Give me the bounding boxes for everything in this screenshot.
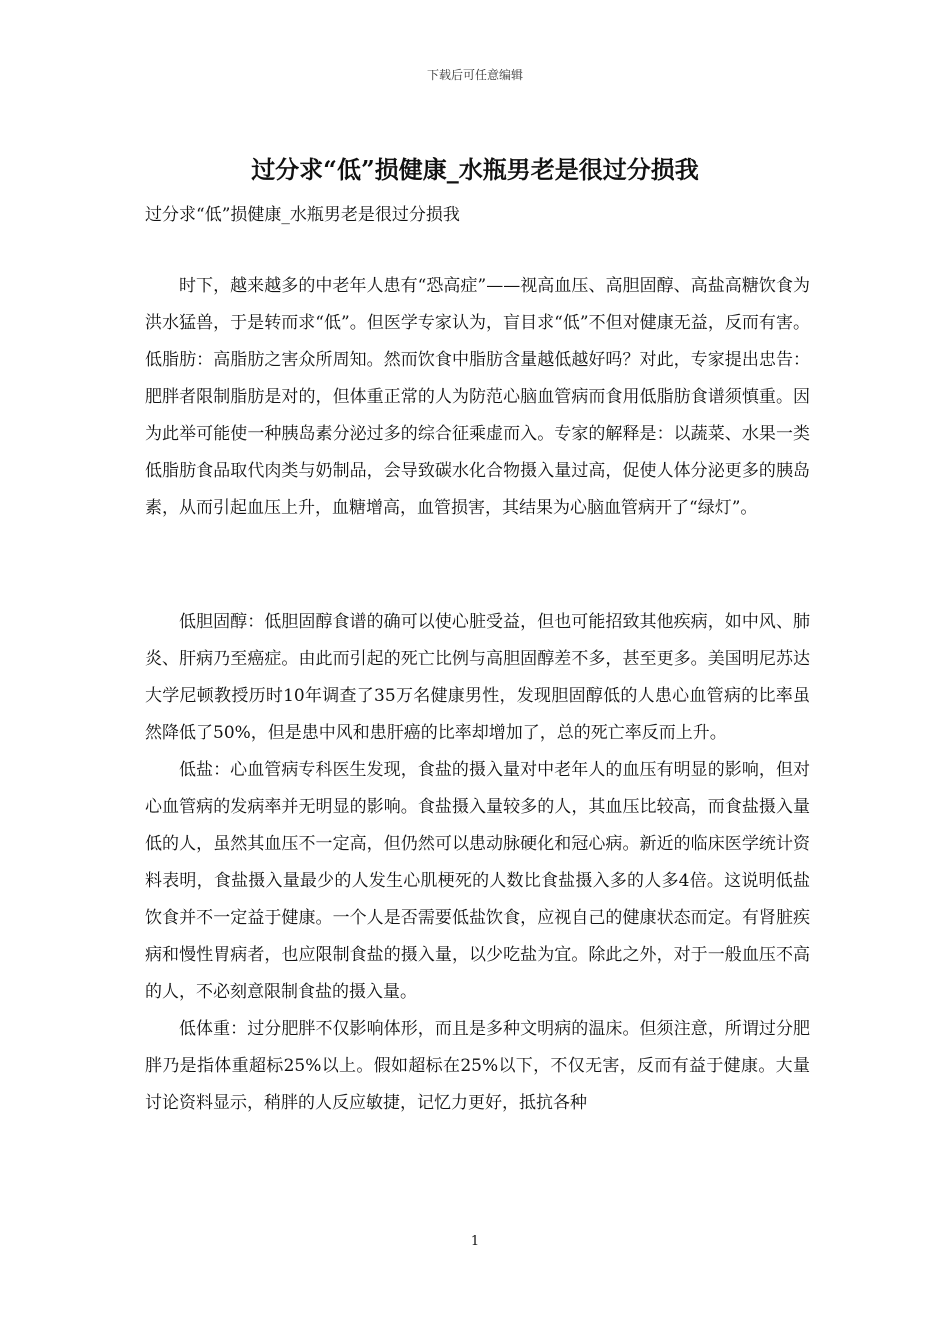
paragraph-low-cholesterol: 低胆固醇：低胆固醇食谱的确可以使心脏受益，但也可能招致其他疾病，如中风、肺炎、肝病乃至癌症。由此而引起的死亡比例与高胆固醇差不多，甚至更多。美国明尼苏达大学尼顿教授历时10年调查了35万名健康男性，发现胆固醇低的人患心血管病的比率虽然降低了50%，但是患中风和患肝癌的比率却增加了，总的死亡率反而上升。 [145,612,810,743]
paragraph-low-salt: 低盐：心血管病专科医生发现，食盐的摄入量对中老年人的血压有明显的影响，但对心血管病的发病率并无明显的影响。食盐摄入量较多的人，其血压比较高，而食盐摄入量低的人，虽然其血压不一定高，但仍然可以患动脉硬化和冠心病。新近的临床医学统计资料表明，食盐摄入量最少的人发生心肌梗死的人数比食盐摄入多的人多4倍。这说明低盐饮食并不一定益于健康。一个人是否需要低盐饮食，应视自己的健康状态而定。有肾脏疾病和慢性胃病者，也应限制食盐的摄入量，以少吃盐为宜。除此之外，对于一般血压不高的人，不必刻意限制食盐的摄入量。 [145,760,810,1002]
body-block-2 [145,604,810,1122]
page-number: 1 [470,1234,480,1249]
document-title: 过分求“低”损健康_水瓶男老是很过分损我 [251,155,699,184]
header-note: 下载后可任意编辑 [426,68,523,82]
body-block-1 [145,268,810,527]
paragraph-low-fat: 时下，越来越多的中老年人患有“恐高症”——视高血压、高胆固醇、高盐高糖饮食为洪水猛兽，于是转而求“低”。但医学专家认为，盲目求“低”不但对健康无益，反而有害。 低脂肪：高脂肪之害众所周知。然而饮食中脂肪含量越低越好吗？对此，专家提出忠告：肥胖者限制脂肪是对的，但体重正常的人为防范心脑血管病而食用低脂肪食谱须慎重。因为此举可能使一种胰岛素分泌过多的综合征乘虚而入。专家的解释是：以蔬菜、水果一类低脂肪食品取代肉类与奶制品，会导致碳水化合物摄入量过高，促使人体分泌更多的胰岛素，从而引起血压上升，血糖增高，血管损害，其结果为心脑血管病开了“绿灯”。 [145,276,810,518]
paragraph-low-weight: 低体重：过分肥胖不仅影响体形，而且是多种文明病的温床。但须注意，所谓过分肥胖乃是指体重超标25%以上。假如超标在25%以下，不仅无害，反而有益于健康。大量讨论资料显示，稍胖的人反应敏捷，记忆力更好，抵抗各种 [145,1019,810,1113]
document-subtitle: 过分求“低”损健康_水瓶男老是很过分损我 [145,205,460,225]
